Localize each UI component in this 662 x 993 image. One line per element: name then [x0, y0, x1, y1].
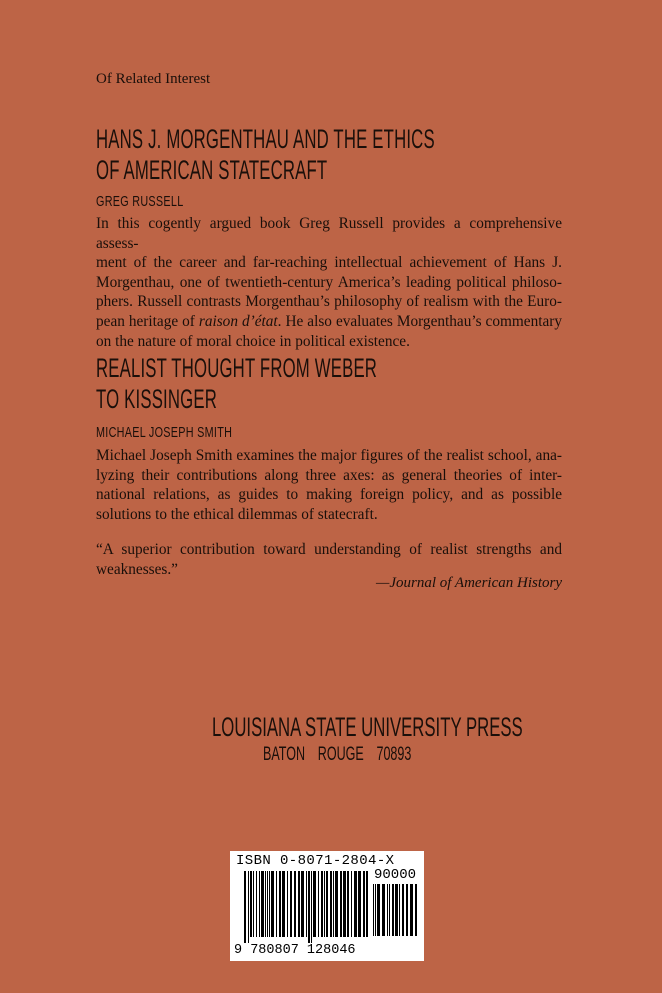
barcode-bar: [269, 871, 270, 937]
barcode-bar: [389, 884, 390, 936]
barcode-bar: [321, 871, 323, 937]
book-title-line: TO KISSINGER: [96, 384, 217, 414]
review-quote: [96, 540, 562, 579]
barcode-bar: [399, 884, 400, 936]
publisher-city: BATON ROUGE: [263, 744, 364, 765]
barcode-bar: [333, 871, 334, 937]
barcode-bar: [271, 871, 274, 937]
barcode-bar: [253, 871, 254, 937]
barcode-bar: [248, 871, 249, 943]
barcode-bar: [298, 871, 300, 937]
barcode-bar: [377, 884, 380, 936]
ean-digits: 9 780807 128046: [234, 943, 356, 958]
book-title-line: REALIST THOUGHT FROM WEBER: [96, 353, 378, 383]
price-code: 90000: [374, 867, 417, 883]
barcode-bar: [375, 884, 376, 936]
barcode-bar: [265, 871, 266, 937]
barcode-bar: [324, 871, 325, 937]
barcode-bar: [326, 871, 328, 937]
book-title-line: HANS J. MORGENTHAU AND THE ETHICS: [96, 124, 435, 154]
barcode-bar: [259, 871, 260, 937]
description-line: lyzing their contributions along three axes: as general theories of inter-: [96, 466, 562, 484]
book-title: [96, 124, 435, 186]
barcode-bar: [406, 884, 408, 936]
description-fragment: . He also evaluates Morgenthau’s commentary: [277, 312, 562, 330]
barcode-bar: [276, 871, 277, 937]
description-line: national relations, as guides to making foreign policy, and as possible: [96, 486, 562, 504]
barcode-bar: [279, 871, 281, 937]
description-line: In this cogently argued book Greg Russell provides a comprehensive assess-: [96, 215, 562, 252]
book-title: [96, 353, 377, 415]
book-author: GREG RUSSELL: [96, 193, 184, 210]
barcode-bar: [340, 871, 342, 937]
publisher-name: LOUISIANA STATE UNIVERSITY PRESS: [212, 712, 523, 742]
publisher-location: [263, 744, 411, 766]
barcode-bar: [382, 884, 385, 936]
barcode-bar: [282, 871, 285, 937]
quote-line: “A superior contribution toward understanding of realist strengths and: [96, 541, 562, 558]
description-fragment: pean heritage of: [96, 312, 199, 330]
barcode-bar: [318, 871, 319, 937]
barcode-bar: [354, 871, 357, 937]
barcode-bar: [244, 871, 246, 943]
barcode-bar: [301, 871, 304, 937]
barcode-bar: [395, 884, 398, 936]
isbn-label: ISBN 0-8071-2804-X: [236, 853, 395, 869]
barcode-bar: [290, 871, 292, 937]
book-title-line: OF AMERICAN STATECRAFT: [96, 155, 328, 185]
quote-line: weaknesses.”: [96, 560, 178, 578]
barcode-bar: [294, 871, 296, 937]
barcode-bar: [402, 884, 404, 936]
description-line: Morgenthau, one of twentieth-century America’s leading political philoso-: [96, 273, 562, 291]
book-entry-morgenthau: [96, 124, 642, 186]
book-description: [96, 446, 562, 524]
barcode-bar: [261, 871, 264, 937]
barcode-bar: [250, 871, 252, 937]
barcode-bar: [287, 871, 288, 937]
barcode-bar: [373, 884, 374, 936]
barcode-bar: [363, 871, 365, 937]
description-line: Michael Joseph Smith examines the major figures of the realist school, ana-: [96, 447, 562, 464]
addon-barcode: [373, 884, 419, 942]
barcode-bar: [306, 871, 307, 937]
description-line: ment of the career and far-reaching intellectual achievement of Hans J.: [96, 254, 562, 272]
barcode-bar: [335, 871, 338, 937]
barcode-bar: [311, 871, 312, 943]
ean-barcode: [244, 871, 370, 943]
barcode-bar: [351, 871, 352, 937]
barcode-bar: [410, 884, 413, 936]
barcode-bar: [343, 871, 346, 937]
barcode-bar: [347, 871, 349, 937]
description-italic: raison d’état: [198, 312, 278, 330]
book-author: MICHAEL JOSEPH SMITH: [96, 424, 233, 441]
barcode-bar: [256, 871, 257, 937]
description-line: solutions to the ethical dilemmas of statecraft.: [96, 505, 378, 523]
barcode-bar: [392, 884, 394, 936]
publisher-zip: 70893: [376, 744, 412, 765]
barcode-bar: [313, 871, 316, 937]
related-interest-label: Of Related Interest: [96, 71, 211, 87]
quote-attribution: —Journal of American History: [376, 575, 562, 591]
barcode-bar: [308, 871, 310, 943]
barcode-bar: [267, 871, 268, 937]
barcode-bar: [366, 871, 368, 937]
barcode-bar: [415, 884, 417, 936]
book-description: [96, 214, 562, 351]
barcode-bar: [330, 871, 332, 937]
description-line: phers. Russell contrasts Morgenthau’s philosophy of realism with the Euro-: [96, 293, 562, 311]
description-line: on the nature of moral choice in political existence.: [96, 332, 410, 350]
barcode-bar: [387, 884, 388, 936]
barcode-panel: [230, 851, 424, 961]
book-entry-realist-thought: [96, 353, 549, 415]
barcode-bar: [358, 871, 361, 937]
description-line: [96, 312, 562, 332]
